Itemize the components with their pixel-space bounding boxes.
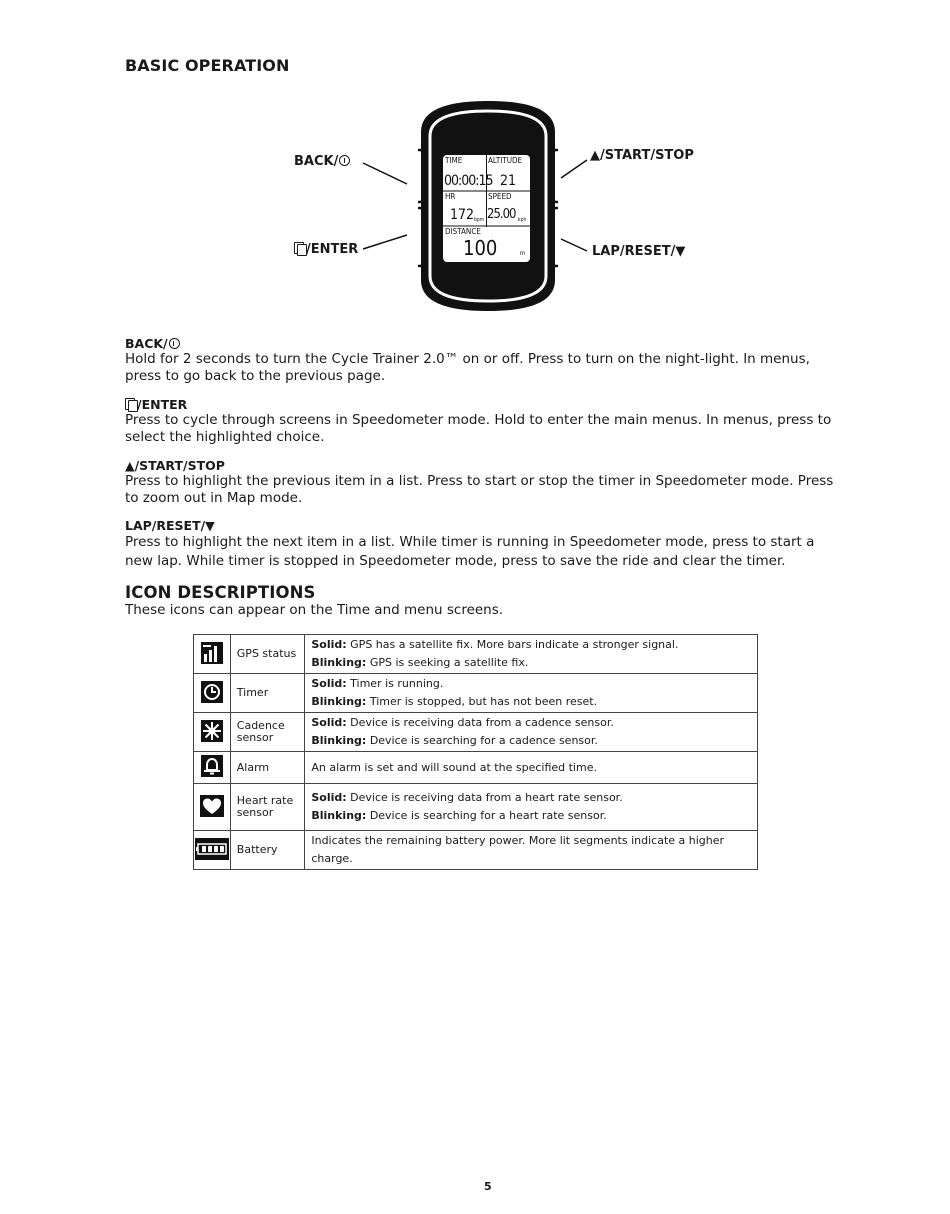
button-text: Hold for 2 seconds to turn the Cycle Trainer 2.0™ on or off. Press to turn on the night-light. In menus, press to go back to the previous page. — [125, 351, 810, 384]
icon-cell — [194, 784, 231, 831]
table-row — [194, 713, 758, 752]
button-description-enter — [125, 397, 835, 445]
icon-cell — [194, 713, 231, 752]
button-text: Press to highlight the next item in a list. While timer is running in Speedometer mode, press to start a new lap. While timer is stopped in Speedometer mode, press to save the ride and clear the timer. — [125, 534, 815, 569]
button-title: /ENTER — [125, 397, 835, 412]
table-row — [194, 784, 758, 831]
pages-icon — [294, 242, 306, 254]
distance-value: 100 — [463, 236, 498, 260]
battery-icon — [195, 838, 229, 860]
icon-name: Battery — [230, 831, 305, 870]
icon-name: Alarm — [230, 752, 305, 784]
heart-icon — [200, 795, 224, 817]
alarm-icon — [201, 755, 223, 777]
back-label: BACK/ — [294, 154, 350, 169]
leader-lines — [360, 150, 595, 255]
icon-name: GPS status — [230, 635, 305, 674]
hr-value: 172 — [450, 207, 475, 223]
start-stop-label: ▲/START/STOP — [590, 148, 694, 163]
button-description-lap-reset — [125, 518, 835, 571]
icon-name: Timer — [230, 674, 305, 713]
icon-name: Cadence sensor — [230, 713, 305, 752]
basic-operation-heading: BASIC OPERATION — [125, 56, 290, 75]
icon-descriptions-heading: ICON DESCRIPTIONS — [125, 583, 316, 602]
button-description-back — [125, 336, 835, 384]
icon-cell — [194, 674, 231, 713]
button-text: Press to cycle through screens in Speedometer mode. Hold to enter the main menus. In menus, press to select the highlighted choice. — [125, 412, 832, 445]
icon-description: An alarm is set and will sound at the specified time. — [305, 752, 758, 784]
time-value: 00:00:15 — [444, 173, 493, 189]
button-text: Press to highlight the previous item in a list. Press to start or stop the timer in Speedometer mode. Press to zoom out in Map mode. — [125, 473, 834, 506]
table-row — [194, 635, 758, 674]
enter-label: /ENTER — [294, 242, 358, 257]
icon-description: Solid: GPS has a satellite fix. More bars indicate a stronger signal. Blinking: GPS is seeking a satellite fix. — [305, 635, 758, 674]
icon-description: Indicates the remaining battery power. More lit segments indicate a higher charge. — [305, 831, 758, 870]
icon-table — [193, 634, 758, 870]
button-title: LAP/RESET/▼ — [125, 518, 215, 533]
speed-label: SPEED — [488, 192, 512, 201]
icon-cell — [194, 752, 231, 784]
button-description-start-stop — [125, 458, 835, 506]
icon-cell — [194, 831, 231, 870]
hr-unit: bpm — [474, 217, 485, 223]
icon-description: Solid: Timer is running. Blinking: Timer is stopped, but has not been reset. — [305, 674, 758, 713]
page-number: 5 — [484, 1180, 492, 1193]
table-row — [194, 752, 758, 784]
hr-label: HR — [445, 192, 456, 201]
icon-description: Solid: Device is receiving data from a heart rate sensor. Blinking: Device is searching for a heart rate sensor. — [305, 784, 758, 831]
table-row — [194, 674, 758, 713]
button-title: ▲/START/STOP — [125, 458, 225, 473]
icon-cell — [194, 635, 231, 674]
distance-label: DISTANCE — [445, 227, 481, 236]
distance-unit: m — [520, 250, 526, 257]
icon-description: Solid: Device is receiving data from a cadence sensor. Blinking: Device is searching for a cadence sensor. — [305, 713, 758, 752]
timer-icon — [201, 681, 223, 703]
icon-name: Heart rate sensor — [230, 784, 305, 831]
icon-descriptions-intro: These icons can appear on the Time and menu screens. — [125, 602, 504, 618]
pages-icon — [125, 398, 137, 410]
power-icon — [169, 338, 180, 349]
time-label: TIME — [445, 156, 463, 165]
button-title: BACK/ — [125, 336, 835, 351]
power-icon — [339, 155, 350, 166]
altitude-value: 21 — [500, 173, 517, 189]
table-row — [194, 831, 758, 870]
cadence-icon — [201, 720, 223, 742]
lap-reset-label: LAP/RESET/▼ — [592, 244, 686, 259]
speed-value: 25.00 — [487, 207, 516, 222]
gps-icon — [201, 642, 223, 664]
speed-unit: kph — [518, 217, 527, 223]
altitude-label: ALTITUDE — [488, 156, 523, 165]
